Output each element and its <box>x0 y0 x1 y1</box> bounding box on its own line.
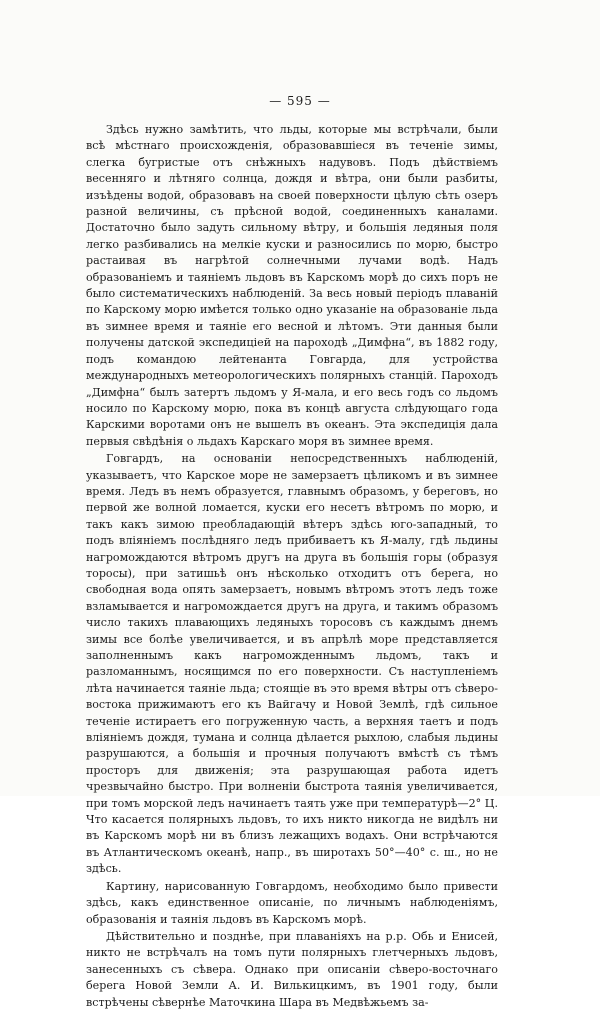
page-number: — 595 — <box>269 94 331 108</box>
paragraph-3: Картину, нарисованную Говгардомъ, необходимо было привести здѣсь, какъ единственное описаніе, по личнымъ наблюденіямъ, образованія и таянія льдовъ въ Карскомъ морѣ. <box>86 879 498 926</box>
body-text <box>86 122 498 1011</box>
paragraph-1: Здѣсь нужно замѣтить, что льды, которые мы встрѣчали, были всѣ мѣстнаго происхожденія, образовавшіеся въ теченіе зимы, слегка бугристые отъ снѣжныхъ надувовъ. Подъ дѣйствіемъ весенняго и лѣтняго солнца, дождя и вѣтра, они были разбиты, изъѣдены водой, образовавъ на своей поверхности цѣлую сѣть озеръ разной величины, съ прѣсной водой, соединенныхъ каналами. Достаточно было задуть сильному вѣтру, и большія ледяныя поля легко разбивались на мелкіе куски и разносились по морю, быстро растаивая въ нагрѣтой солнечными лучами водѣ. Надъ образованіемъ и таяніемъ льдовъ въ Карскомъ морѣ до сихъ поръ не было систематическихъ наблюденій. За весь новый періодъ плаваній по Карскому морю имѣется только одно указаніе на образованіе льда въ зимнее время и таяніе его весной и лѣтомъ. Эти данныя были получены датской экспедиціей на пароходѣ „Димфна“, въ 1882 году, подъ командою лейтенанта Говгарда, для устройства международныхъ метеорологическихъ полярныхъ станцій. Пароходъ „Димфна“ былъ затертъ льдомъ у Я-мала, и его весь годъ со льдомъ носило по Карскому морю, пока въ концѣ августа слѣдующаго года Карскими воротами онъ не вышелъ въ океанъ. Эта экспедиція дала первыя свѣдѣнія о льдахъ Карскаго моря въ зимнее время. <box>86 123 498 448</box>
paragraph-4: Дѣйствительно и позднѣе, при плаваніяхъ на р.р. Обь и Енисей, никто не встрѣчалъ на томъ пути полярныхъ глетчерныхъ льдовъ, занесенныхъ съ сѣвера. Однако при описаніи сѣверо-восточнаго берега Новой Земли А. И. Вилькицкимъ, въ 1901 году, были встрѣчены сѣвернѣе Маточкина Шара въ Медвѣжьемъ за- <box>86 929 498 1009</box>
paragraph-2: Говгардъ, на основаніи непосредственныхъ наблюденій, указываетъ, что Карское море не замерзаетъ цѣликомъ и въ зимнее время. Ледъ въ немъ образуется, главнымъ образомъ, у береговъ, но первой же волной ломается, куски его несетъ вѣтромъ по морю, и такъ какъ зимою преобладающій вѣтеръ здѣсь юго-западный, то подъ вліяніемъ послѣдняго ледъ прибиваетъ къ Я-малу, гдѣ льдины нагромождаются вѣтромъ другъ на друга въ большія горы (образуя торосы), при затишьѣ онъ нѣсколько отходитъ отъ берега, но свободная вода опять замерзаетъ, новымъ вѣтромъ этотъ ледъ тоже взламывается и нагромождается другъ на друга, и такимъ образомъ число такихъ плавающихъ ледяныхъ торосовъ съ каждымъ днемъ зимы все болѣе увеличивается, и въ апрѣлѣ море представляется заполненнымъ какъ нагроможденнымъ льдомъ, такъ и разломаннымъ, носящимся по его поверхности. Съ наступленіемъ лѣта начинается таяніе льда; стоящіе въ это время вѣтры отъ сѣверо-востока прижимаютъ его къ Вайгачу и Новой Землѣ, гдѣ сильное теченіе истираетъ его погруженную часть, а верхняя таетъ и подъ вліяніемъ дождя, тумана и солнца дѣлается рыхлою, слабыя льдины разрушаются, а большія и прочныя получаютъ вмѣстѣ съ тѣмъ просторъ для движенія; эта разрушающая работа идетъ чрезвычайно быстро. При волненіи быстрота таянія увеличивается, при томъ морской ледъ начинаетъ таять уже при температурѣ—2° Ц. Что касается полярныхъ льдовъ, то ихъ никто никогда не видѣлъ ни въ Карскомъ морѣ ни въ близъ лежащихъ водахъ. Они встрѣчаются въ Атлантическомъ океанѣ, напр., въ широтахъ 50°—40° с. ш., но не здѣсь. <box>86 452 498 876</box>
